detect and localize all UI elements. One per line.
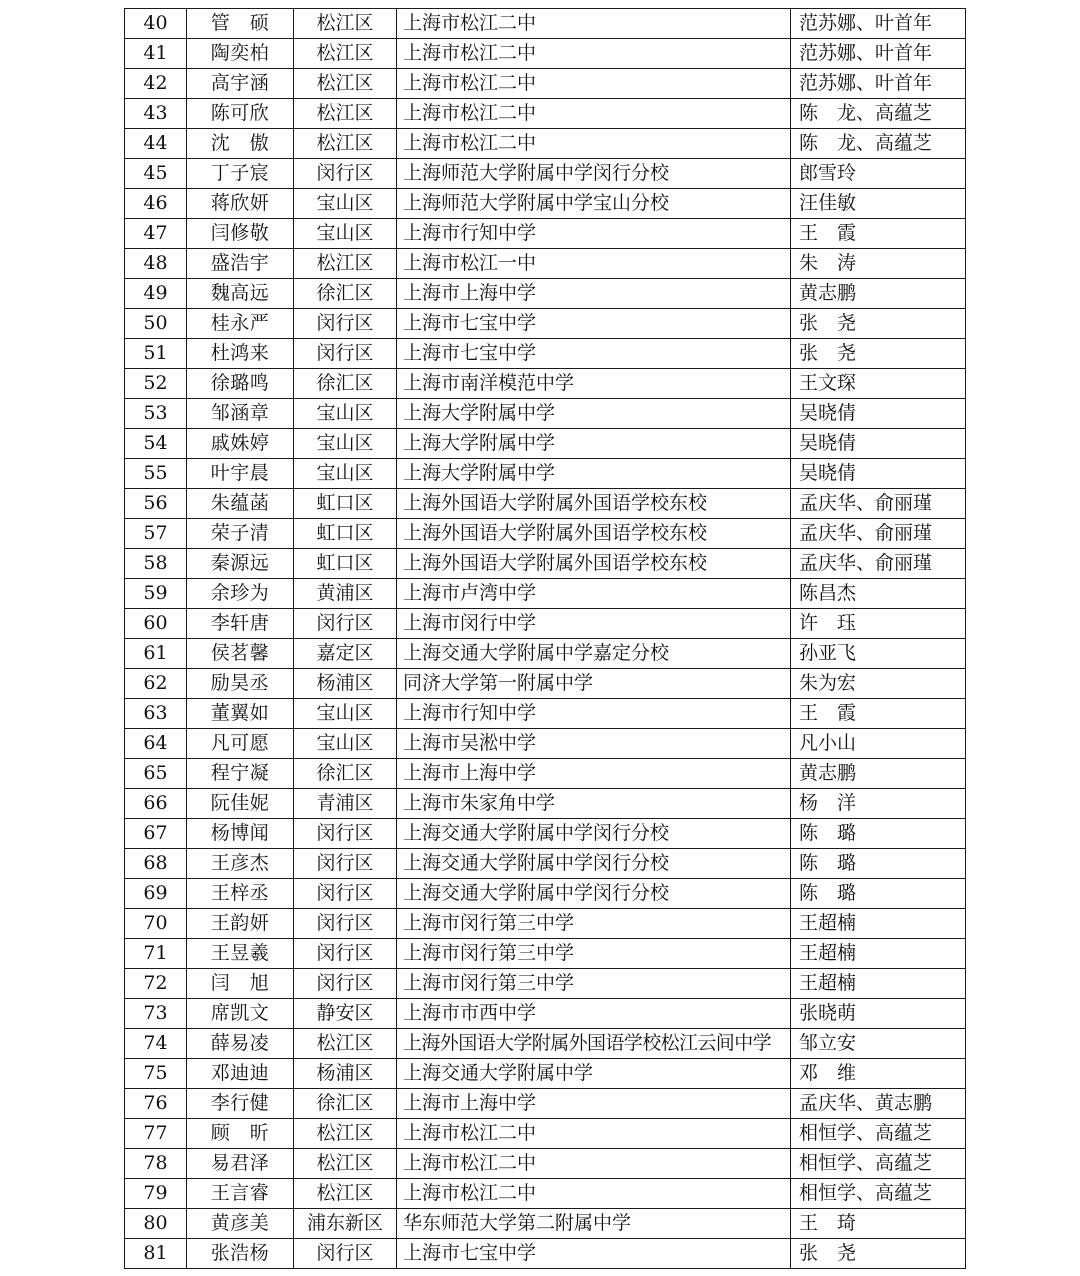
row-number: 76 — [125, 1089, 187, 1119]
teacher-names: 凡小山 — [791, 729, 966, 759]
table-row — [125, 309, 966, 339]
student-name: 王韵妍 — [187, 909, 294, 939]
student-name: 董翼如 — [187, 699, 294, 729]
teacher-names: 许 珏 — [791, 609, 966, 639]
district: 虹口区 — [294, 549, 397, 579]
school-name: 同济大学第一附属中学 — [397, 669, 791, 699]
teacher-names: 相恒学、高蕴芝 — [791, 1149, 966, 1179]
district: 闵行区 — [294, 339, 397, 369]
row-number: 64 — [125, 729, 187, 759]
row-number: 47 — [125, 219, 187, 249]
teacher-names: 汪佳敏 — [791, 189, 966, 219]
teacher-names: 吴晓倩 — [791, 459, 966, 489]
teacher-names: 张 尧 — [791, 339, 966, 369]
table-row — [125, 1059, 966, 1089]
student-name: 桂永严 — [187, 309, 294, 339]
row-number: 78 — [125, 1149, 187, 1179]
school-name: 上海外国语大学附属外国语学校松江云间中学 — [397, 1029, 791, 1059]
student-name: 张浩杨 — [187, 1239, 294, 1269]
district: 闵行区 — [294, 939, 397, 969]
district: 松江区 — [294, 1149, 397, 1179]
teacher-names: 张 尧 — [791, 1239, 966, 1269]
row-number: 72 — [125, 969, 187, 999]
student-name: 余珍为 — [187, 579, 294, 609]
teacher-names: 范苏娜、叶首年 — [791, 9, 966, 39]
teacher-names: 王 霞 — [791, 219, 966, 249]
school-name: 上海交通大学附属中学 — [397, 1059, 791, 1089]
school-name: 上海市七宝中学 — [397, 1239, 791, 1269]
district: 宝山区 — [294, 729, 397, 759]
teacher-names: 陈 龙、高蕴芝 — [791, 129, 966, 159]
table-row — [125, 99, 966, 129]
row-number: 55 — [125, 459, 187, 489]
student-name: 邹涵章 — [187, 399, 294, 429]
student-name: 侯茗馨 — [187, 639, 294, 669]
teacher-names: 王超楠 — [791, 939, 966, 969]
row-number: 74 — [125, 1029, 187, 1059]
teacher-names: 王文琛 — [791, 369, 966, 399]
row-number: 52 — [125, 369, 187, 399]
student-name: 管 硕 — [187, 9, 294, 39]
teacher-names: 相恒学、高蕴芝 — [791, 1179, 966, 1209]
district: 浦东新区 — [294, 1209, 397, 1239]
teacher-names: 邓 维 — [791, 1059, 966, 1089]
district: 徐汇区 — [294, 279, 397, 309]
table-row — [125, 369, 966, 399]
teacher-names: 范苏娜、叶首年 — [791, 69, 966, 99]
district: 闵行区 — [294, 969, 397, 999]
table-row — [125, 279, 966, 309]
school-name: 上海市松江一中 — [397, 249, 791, 279]
row-number: 75 — [125, 1059, 187, 1089]
school-name: 上海大学附属中学 — [397, 399, 791, 429]
row-number: 60 — [125, 609, 187, 639]
teacher-names: 陈 璐 — [791, 879, 966, 909]
district: 松江区 — [294, 129, 397, 159]
table-row — [125, 669, 966, 699]
student-name: 王昱羲 — [187, 939, 294, 969]
row-number: 53 — [125, 399, 187, 429]
student-name: 沈 傲 — [187, 129, 294, 159]
district: 闵行区 — [294, 879, 397, 909]
school-name: 上海外国语大学附属外国语学校东校 — [397, 519, 791, 549]
district: 松江区 — [294, 39, 397, 69]
district: 闵行区 — [294, 309, 397, 339]
table-row — [125, 879, 966, 909]
table-row — [125, 1209, 966, 1239]
district: 闵行区 — [294, 909, 397, 939]
school-name: 上海市吴淞中学 — [397, 729, 791, 759]
row-number: 61 — [125, 639, 187, 669]
district: 虹口区 — [294, 489, 397, 519]
school-name: 上海市闵行第三中学 — [397, 969, 791, 999]
table-row — [125, 519, 966, 549]
table-row — [125, 1239, 966, 1269]
student-name: 邓迪迪 — [187, 1059, 294, 1089]
row-number: 77 — [125, 1119, 187, 1149]
table-row — [125, 759, 966, 789]
school-name: 上海市南洋模范中学 — [397, 369, 791, 399]
school-name: 上海市市西中学 — [397, 999, 791, 1029]
row-number: 48 — [125, 249, 187, 279]
district: 闵行区 — [294, 609, 397, 639]
table-row — [125, 609, 966, 639]
row-number: 56 — [125, 489, 187, 519]
row-number: 80 — [125, 1209, 187, 1239]
school-name: 上海市松江二中 — [397, 99, 791, 129]
district: 松江区 — [294, 1029, 397, 1059]
school-name: 上海市松江二中 — [397, 69, 791, 99]
row-number: 63 — [125, 699, 187, 729]
student-name: 李轩唐 — [187, 609, 294, 639]
table-row — [125, 69, 966, 99]
row-number: 44 — [125, 129, 187, 159]
teacher-names: 孙亚飞 — [791, 639, 966, 669]
table-row — [125, 9, 966, 39]
teacher-names: 吴晓倩 — [791, 429, 966, 459]
school-name: 上海市松江二中 — [397, 9, 791, 39]
school-name: 上海市闵行第三中学 — [397, 939, 791, 969]
student-name: 闫 旭 — [187, 969, 294, 999]
row-number: 67 — [125, 819, 187, 849]
school-name: 华东师范大学第二附属中学 — [397, 1209, 791, 1239]
district: 黄浦区 — [294, 579, 397, 609]
student-name: 徐璐鸣 — [187, 369, 294, 399]
student-name: 陈可欣 — [187, 99, 294, 129]
student-name: 秦源远 — [187, 549, 294, 579]
school-name: 上海大学附属中学 — [397, 459, 791, 489]
student-name: 杜鸿来 — [187, 339, 294, 369]
row-number: 45 — [125, 159, 187, 189]
table-row — [125, 849, 966, 879]
district: 虹口区 — [294, 519, 397, 549]
teacher-names: 陈 璐 — [791, 819, 966, 849]
student-name: 魏高远 — [187, 279, 294, 309]
table-row — [125, 1029, 966, 1059]
row-number: 71 — [125, 939, 187, 969]
district: 松江区 — [294, 99, 397, 129]
row-number: 54 — [125, 429, 187, 459]
table-row — [125, 999, 966, 1029]
table-row — [125, 579, 966, 609]
student-name: 黄彦美 — [187, 1209, 294, 1239]
district: 闵行区 — [294, 819, 397, 849]
teacher-names: 王 琦 — [791, 1209, 966, 1239]
row-number: 58 — [125, 549, 187, 579]
teacher-names: 孟庆华、俞丽瑾 — [791, 549, 966, 579]
teacher-names: 郎雪玲 — [791, 159, 966, 189]
teacher-names: 王超楠 — [791, 909, 966, 939]
district: 宝山区 — [294, 399, 397, 429]
student-name: 高宇涵 — [187, 69, 294, 99]
table-row — [125, 159, 966, 189]
student-name: 程宁凝 — [187, 759, 294, 789]
district: 杨浦区 — [294, 669, 397, 699]
school-name: 上海市上海中学 — [397, 1089, 791, 1119]
student-name: 薛易凌 — [187, 1029, 294, 1059]
student-name: 叶宇晨 — [187, 459, 294, 489]
row-number: 70 — [125, 909, 187, 939]
district: 徐汇区 — [294, 1089, 397, 1119]
table-row — [125, 429, 966, 459]
roster-table — [124, 8, 966, 1269]
school-name: 上海交通大学附属中学闵行分校 — [397, 819, 791, 849]
teacher-names: 孟庆华、黄志鹏 — [791, 1089, 966, 1119]
table-row — [125, 699, 966, 729]
table-row — [125, 729, 966, 759]
district: 宝山区 — [294, 189, 397, 219]
district: 徐汇区 — [294, 759, 397, 789]
district: 松江区 — [294, 1179, 397, 1209]
student-name: 闫修敬 — [187, 219, 294, 249]
district: 松江区 — [294, 9, 397, 39]
row-number: 59 — [125, 579, 187, 609]
student-name: 席凯文 — [187, 999, 294, 1029]
teacher-names: 黄志鹏 — [791, 279, 966, 309]
table-row — [125, 189, 966, 219]
district: 杨浦区 — [294, 1059, 397, 1089]
table-row — [125, 969, 966, 999]
district: 闵行区 — [294, 159, 397, 189]
table-row — [125, 219, 966, 249]
district: 闵行区 — [294, 849, 397, 879]
teacher-names: 邹立安 — [791, 1029, 966, 1059]
school-name: 上海市卢湾中学 — [397, 579, 791, 609]
table-row — [125, 939, 966, 969]
student-name: 戚姝婷 — [187, 429, 294, 459]
teacher-names: 杨 洋 — [791, 789, 966, 819]
row-number: 50 — [125, 309, 187, 339]
student-name: 蒋欣妍 — [187, 189, 294, 219]
school-name: 上海市闵行第三中学 — [397, 909, 791, 939]
table-row — [125, 489, 966, 519]
table-row — [125, 1149, 966, 1179]
table-row — [125, 909, 966, 939]
district: 松江区 — [294, 69, 397, 99]
school-name: 上海大学附属中学 — [397, 429, 791, 459]
row-number: 73 — [125, 999, 187, 1029]
row-number: 81 — [125, 1239, 187, 1269]
student-name: 盛浩宇 — [187, 249, 294, 279]
row-number: 41 — [125, 39, 187, 69]
table-row — [125, 39, 966, 69]
row-number: 57 — [125, 519, 187, 549]
district: 松江区 — [294, 249, 397, 279]
teacher-names: 孟庆华、俞丽瑾 — [791, 489, 966, 519]
row-number: 62 — [125, 669, 187, 699]
student-name: 丁子宸 — [187, 159, 294, 189]
school-name: 上海外国语大学附属外国语学校东校 — [397, 489, 791, 519]
table-row — [125, 1119, 966, 1149]
teacher-names: 王超楠 — [791, 969, 966, 999]
row-number: 46 — [125, 189, 187, 219]
district: 宝山区 — [294, 699, 397, 729]
row-number: 68 — [125, 849, 187, 879]
school-name: 上海市七宝中学 — [397, 339, 791, 369]
district: 青浦区 — [294, 789, 397, 819]
school-name: 上海市闵行中学 — [397, 609, 791, 639]
district: 宝山区 — [294, 459, 397, 489]
table-row — [125, 129, 966, 159]
school-name: 上海交通大学附属中学闵行分校 — [397, 849, 791, 879]
school-name: 上海市松江二中 — [397, 1119, 791, 1149]
teacher-names: 陈昌杰 — [791, 579, 966, 609]
teacher-names: 张晓萌 — [791, 999, 966, 1029]
school-name: 上海市上海中学 — [397, 759, 791, 789]
teacher-names: 陈 璐 — [791, 849, 966, 879]
teacher-names: 陈 龙、高蕴芝 — [791, 99, 966, 129]
district: 宝山区 — [294, 219, 397, 249]
student-name: 王梓丞 — [187, 879, 294, 909]
table-row — [125, 789, 966, 819]
district: 松江区 — [294, 1119, 397, 1149]
table-row — [125, 399, 966, 429]
teacher-names: 王 霞 — [791, 699, 966, 729]
district: 宝山区 — [294, 429, 397, 459]
teacher-names: 范苏娜、叶首年 — [791, 39, 966, 69]
district: 嘉定区 — [294, 639, 397, 669]
teacher-names: 朱为宏 — [791, 669, 966, 699]
row-number: 79 — [125, 1179, 187, 1209]
school-name: 上海市行知中学 — [397, 219, 791, 249]
row-number: 69 — [125, 879, 187, 909]
school-name: 上海市朱家角中学 — [397, 789, 791, 819]
row-number: 42 — [125, 69, 187, 99]
school-name: 上海市七宝中学 — [397, 309, 791, 339]
school-name: 上海市松江二中 — [397, 1149, 791, 1179]
student-name: 荣子清 — [187, 519, 294, 549]
student-name: 凡可愿 — [187, 729, 294, 759]
district: 徐汇区 — [294, 369, 397, 399]
student-name: 易君泽 — [187, 1149, 294, 1179]
student-name: 陶奕柏 — [187, 39, 294, 69]
district: 静安区 — [294, 999, 397, 1029]
row-number: 43 — [125, 99, 187, 129]
school-name: 上海师范大学附属中学宝山分校 — [397, 189, 791, 219]
student-name: 王彦杰 — [187, 849, 294, 879]
student-name: 王言睿 — [187, 1179, 294, 1209]
school-name: 上海师范大学附属中学闵行分校 — [397, 159, 791, 189]
student-name: 顾 昕 — [187, 1119, 294, 1149]
teacher-names: 相恒学、高蕴芝 — [791, 1119, 966, 1149]
teacher-names: 张 尧 — [791, 309, 966, 339]
table-row — [125, 819, 966, 849]
teacher-names: 朱 涛 — [791, 249, 966, 279]
school-name: 上海市松江二中 — [397, 129, 791, 159]
school-name: 上海市行知中学 — [397, 699, 791, 729]
student-name: 阮佳妮 — [187, 789, 294, 819]
table-row — [125, 639, 966, 669]
row-number: 51 — [125, 339, 187, 369]
district: 闵行区 — [294, 1239, 397, 1269]
student-name: 励昊丞 — [187, 669, 294, 699]
table-row — [125, 1089, 966, 1119]
table-row — [125, 249, 966, 279]
school-name: 上海交通大学附属中学嘉定分校 — [397, 639, 791, 669]
school-name: 上海外国语大学附属外国语学校东校 — [397, 549, 791, 579]
table-row — [125, 1179, 966, 1209]
row-number: 40 — [125, 9, 187, 39]
table-row — [125, 549, 966, 579]
row-number: 49 — [125, 279, 187, 309]
table-row — [125, 459, 966, 489]
student-name: 李行健 — [187, 1089, 294, 1119]
school-name: 上海交通大学附属中学闵行分校 — [397, 879, 791, 909]
teacher-names: 孟庆华、俞丽瑾 — [791, 519, 966, 549]
teacher-names: 黄志鹏 — [791, 759, 966, 789]
school-name: 上海市上海中学 — [397, 279, 791, 309]
school-name: 上海市松江二中 — [397, 1179, 791, 1209]
student-name: 朱蕴菡 — [187, 489, 294, 519]
row-number: 66 — [125, 789, 187, 819]
student-name: 杨博闻 — [187, 819, 294, 849]
row-number: 65 — [125, 759, 187, 789]
teacher-names: 吴晓倩 — [791, 399, 966, 429]
roster-body — [125, 9, 966, 1269]
table-row — [125, 339, 966, 369]
school-name: 上海市松江二中 — [397, 39, 791, 69]
